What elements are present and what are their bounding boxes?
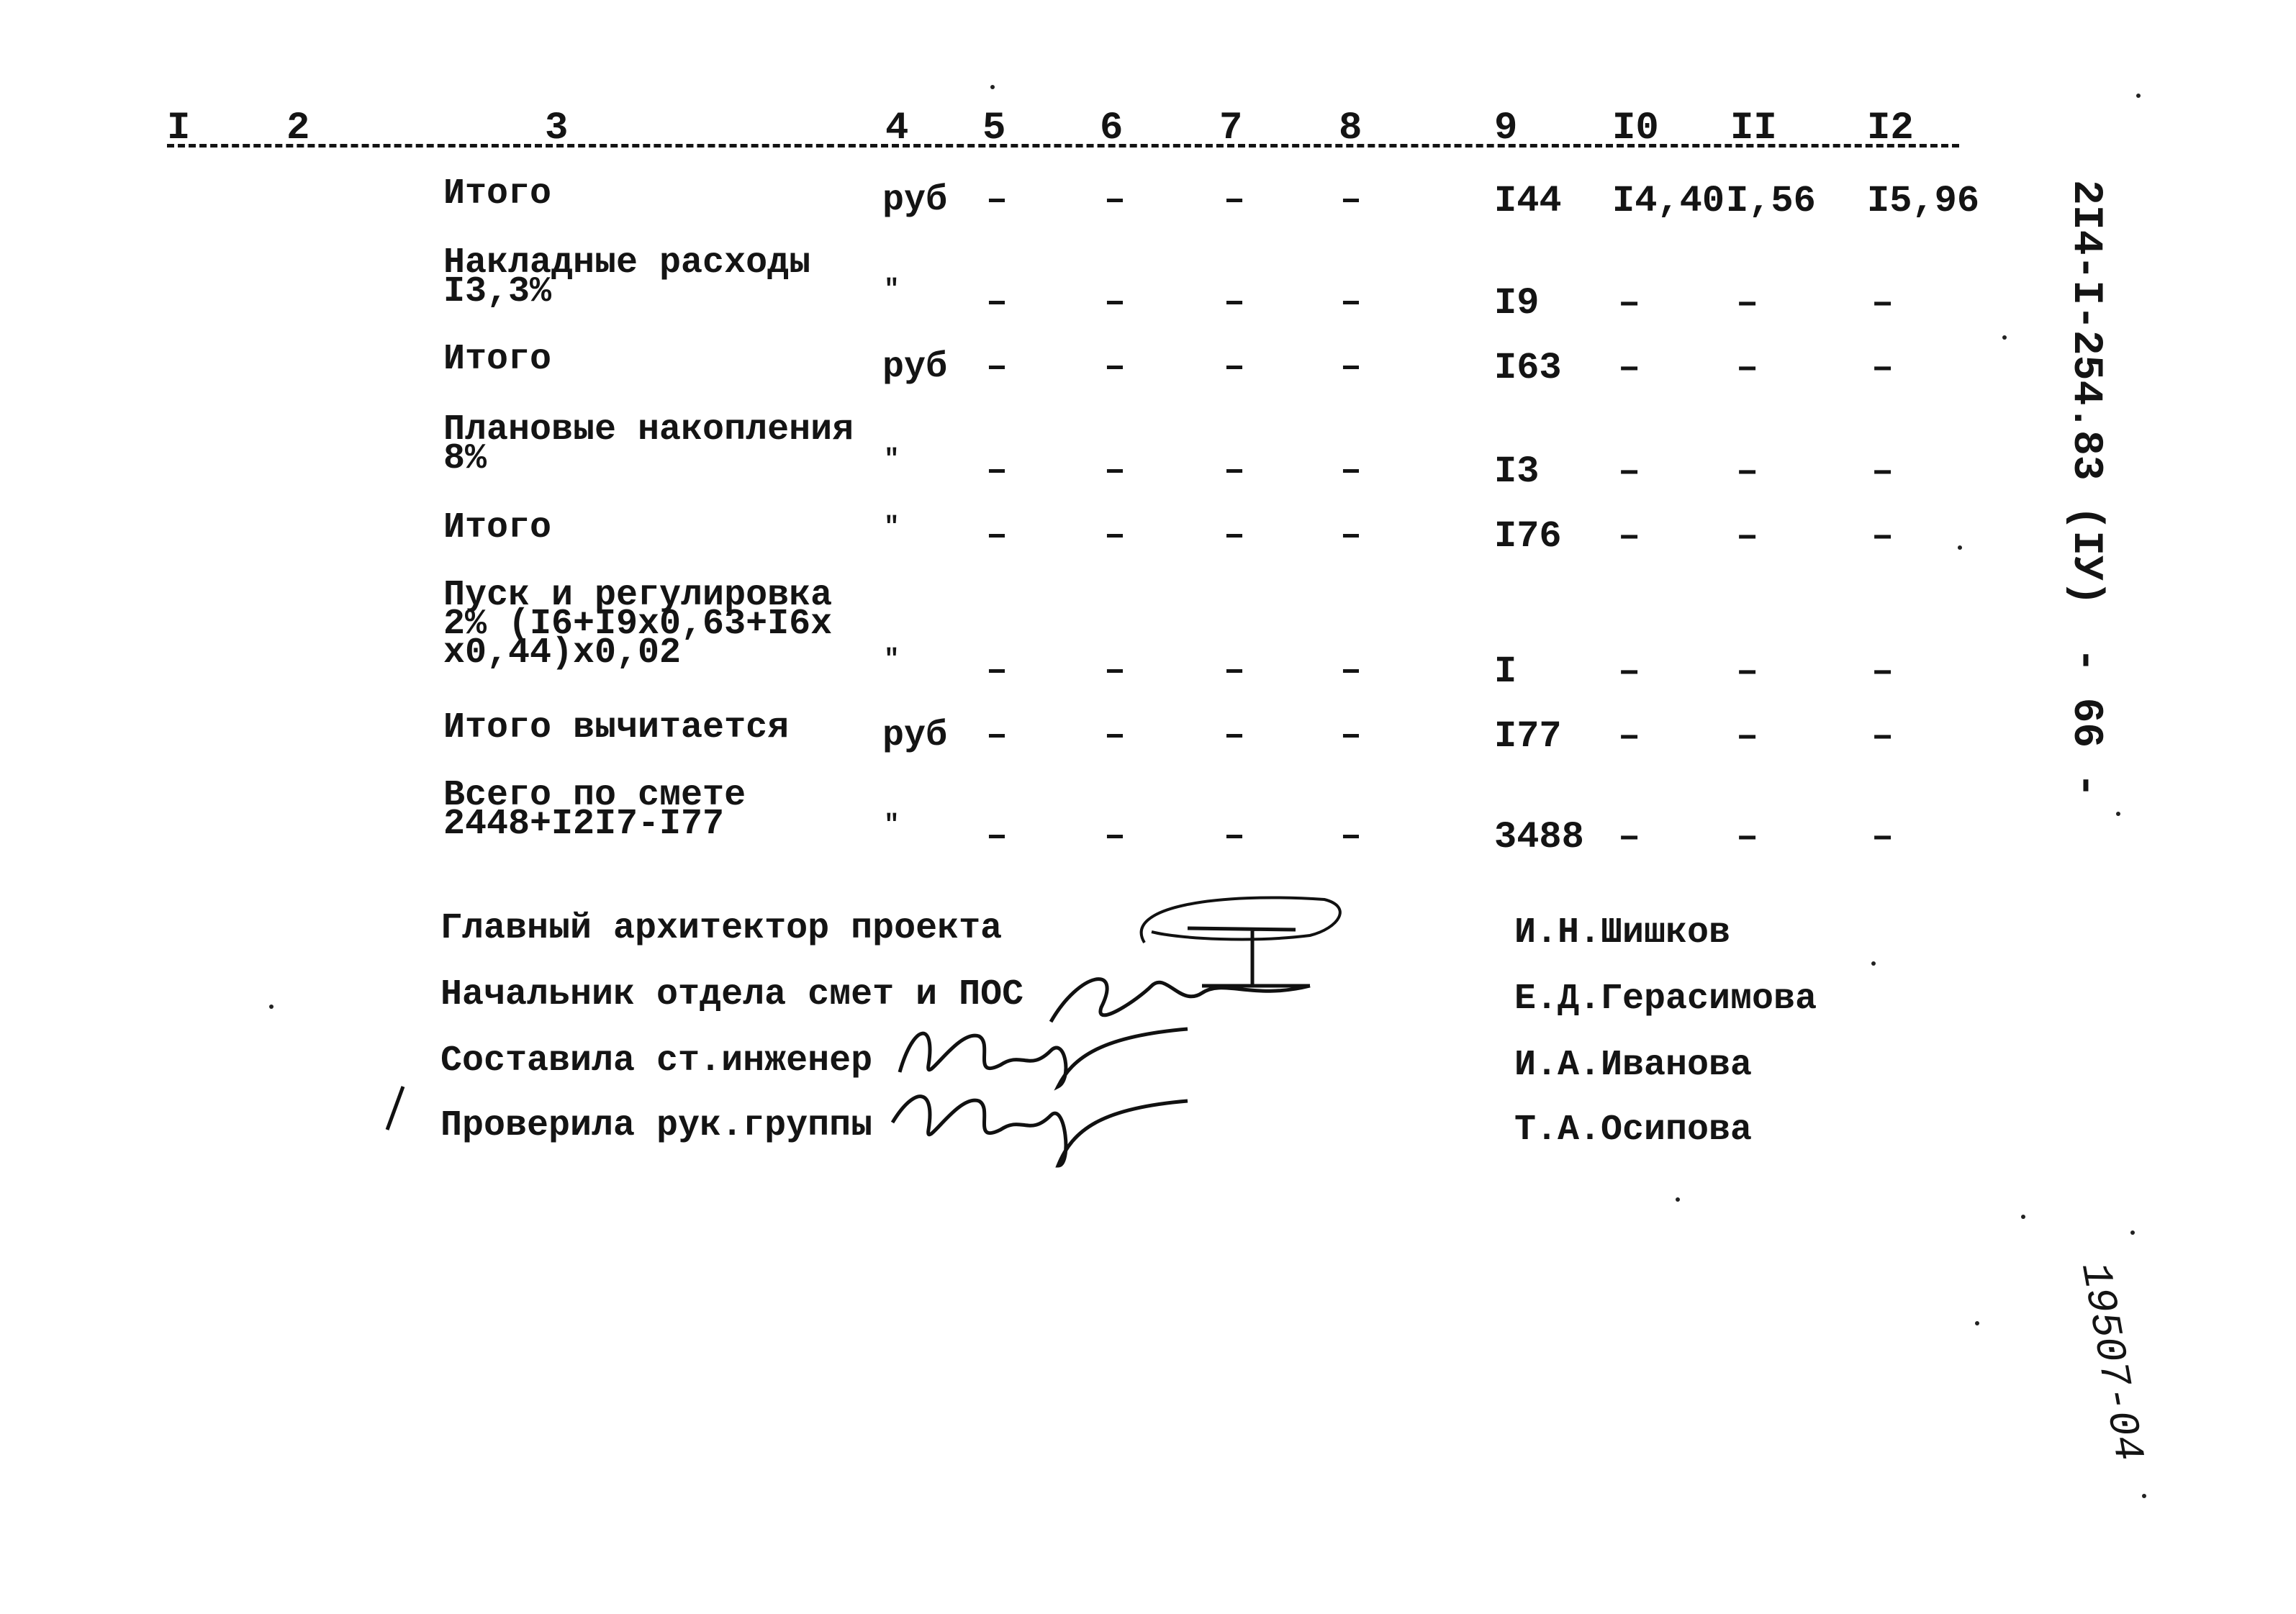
row-c12: – — [1871, 715, 1894, 758]
row-c12: – — [1871, 816, 1894, 858]
row-c8: – — [1340, 816, 1362, 857]
scan-speck — [2130, 1230, 2135, 1235]
row-c8: – — [1340, 180, 1362, 221]
row-label — [443, 507, 552, 548]
row-unit: " — [884, 445, 900, 474]
signature-name: И.Н.Шишков — [1514, 912, 1731, 953]
row-c10: – — [1618, 715, 1641, 758]
signature-name: Т.А.Осипова — [1514, 1110, 1753, 1151]
row-unit: руб — [882, 180, 948, 221]
col-header-8: 8 — [1339, 106, 1362, 150]
row-c8: – — [1340, 282, 1362, 323]
row-c12: – — [1871, 282, 1894, 325]
row-label — [443, 409, 854, 479]
row-c8: – — [1340, 650, 1362, 692]
row-c7: – — [1224, 282, 1246, 323]
row-label-line: Всего по смете — [443, 775, 746, 816]
archive-number: 19507-04 — [2069, 1259, 2151, 1465]
row-c11: – — [1736, 282, 1759, 325]
col-header-2: 2 — [286, 106, 310, 150]
row-c12: – — [1871, 347, 1894, 389]
row-c7: – — [1224, 347, 1246, 388]
signature-role: Главный архитектор проекта — [440, 908, 1003, 949]
row-unit: " — [884, 645, 900, 674]
row-c12: – — [1871, 450, 1894, 493]
scan-speck — [2002, 335, 2007, 340]
row-c9: I76 — [1494, 515, 1562, 558]
row-c8: – — [1340, 347, 1362, 388]
row-label-line: Итого — [443, 339, 552, 380]
row-label — [443, 775, 746, 845]
row-label-line: 8% — [443, 438, 487, 479]
row-c8: – — [1340, 450, 1362, 491]
signature-name: Е.Д.Герасимова — [1514, 979, 1817, 1020]
row-c9: I — [1494, 650, 1517, 693]
col-header-5: 5 — [982, 106, 1006, 150]
row-label-line: Итого вычитается — [443, 707, 790, 748]
row-c8: – — [1340, 515, 1362, 556]
row-c6: – — [1104, 450, 1126, 491]
row-c7: – — [1224, 515, 1246, 556]
row-c7: – — [1224, 180, 1246, 221]
row-c11: – — [1736, 650, 1759, 693]
page-number: - 66 - — [2062, 648, 2109, 798]
row-c11: I,56 — [1726, 180, 1816, 222]
col-header-3: 3 — [545, 106, 569, 150]
row-c10: – — [1618, 347, 1641, 389]
row-unit: руб — [882, 347, 948, 388]
row-c5: – — [986, 347, 1008, 388]
margin-stroke — [381, 1079, 410, 1137]
row-c12: – — [1871, 515, 1894, 558]
signature-name: И.А.Иванова — [1514, 1045, 1753, 1086]
row-unit: " — [884, 810, 900, 840]
row-label-line: 2448+I2I7-I77 — [443, 804, 725, 845]
scan-speck — [990, 85, 995, 89]
document-code: 2I4-I-254.83 (IУ) — [2062, 180, 2109, 606]
row-c6: – — [1104, 816, 1126, 857]
col-header-6: 6 — [1100, 106, 1124, 150]
row-label — [443, 707, 790, 748]
scan-speck — [2136, 94, 2141, 98]
row-label — [443, 339, 552, 380]
row-c10: I4,40 — [1612, 180, 1725, 222]
scan-speck — [1975, 1321, 1979, 1325]
col-header-4: 4 — [885, 106, 909, 150]
row-unit: руб — [882, 715, 948, 756]
row-c10: – — [1618, 650, 1641, 693]
col-header-12: I2 — [1867, 106, 1914, 150]
row-unit: " — [884, 512, 900, 542]
row-c9: I77 — [1494, 715, 1562, 758]
row-c6: – — [1104, 515, 1126, 556]
row-c9: 3488 — [1494, 816, 1584, 858]
row-c11: – — [1736, 515, 1759, 558]
scan-speck — [1676, 1197, 1680, 1202]
row-c7: – — [1224, 816, 1246, 857]
scan-speck — [1871, 961, 1876, 966]
scan-speck — [1958, 545, 1962, 550]
row-c6: – — [1104, 650, 1126, 692]
row-c6: – — [1104, 180, 1126, 221]
signature-role: Проверила рук.группы — [440, 1105, 873, 1146]
scan-speck — [269, 1005, 274, 1009]
row-c5: – — [986, 515, 1008, 556]
row-c8: – — [1340, 715, 1362, 756]
row-label-line: Итого — [443, 173, 552, 214]
row-c9: I9 — [1494, 282, 1540, 325]
scan-speck — [2142, 1494, 2146, 1498]
row-c6: – — [1104, 715, 1126, 756]
scan-speck — [2116, 812, 2120, 816]
row-c10: – — [1618, 515, 1641, 558]
row-unit: " — [884, 275, 900, 304]
row-c9: I63 — [1494, 347, 1562, 389]
row-label-line: Накладные расходы — [443, 242, 811, 284]
row-label — [443, 575, 833, 674]
row-label-line: Пуск и регулировка — [443, 575, 833, 616]
signature-role: Начальник отдела смет и ПОС — [440, 974, 1024, 1015]
row-c5: – — [986, 650, 1008, 692]
row-c11: – — [1736, 450, 1759, 493]
row-c5: – — [986, 715, 1008, 756]
row-c11: – — [1736, 816, 1759, 858]
signature-scribble — [885, 1072, 1202, 1173]
row-c7: – — [1224, 650, 1246, 692]
row-label-line: I3,3% — [443, 271, 552, 312]
row-c6: – — [1104, 282, 1126, 323]
row-c5: – — [986, 282, 1008, 323]
row-c7: – — [1224, 450, 1246, 491]
row-c9: I3 — [1494, 450, 1540, 493]
row-c11: – — [1736, 715, 1759, 758]
row-label-line: Плановые накопления — [443, 409, 854, 450]
row-label-line: Итого — [443, 507, 552, 548]
row-label — [443, 173, 552, 214]
header-rule — [167, 144, 1959, 148]
row-c5: – — [986, 450, 1008, 491]
col-header-9: 9 — [1494, 106, 1518, 150]
row-c12: I5,96 — [1867, 180, 1980, 222]
signature-role: Составила ст.инженер — [440, 1041, 873, 1082]
row-label-line: x0,44)x0,02 — [443, 633, 682, 674]
row-c12: – — [1871, 650, 1894, 693]
col-header-10: I0 — [1612, 106, 1659, 150]
row-c7: – — [1224, 715, 1246, 756]
row-c5: – — [986, 816, 1008, 857]
col-header-7: 7 — [1219, 106, 1243, 150]
row-c5: – — [986, 180, 1008, 221]
row-label-line: 2% (I6+I9x0,63+I6x — [443, 604, 833, 645]
row-c10: – — [1618, 282, 1641, 325]
col-header-1: I — [167, 106, 191, 150]
col-header-11: II — [1730, 106, 1777, 150]
row-c9: I44 — [1494, 180, 1562, 222]
row-label — [443, 242, 811, 312]
row-c6: – — [1104, 347, 1126, 388]
row-c10: – — [1618, 816, 1641, 858]
row-c10: – — [1618, 450, 1641, 493]
scan-speck — [2021, 1215, 2025, 1219]
row-c11: – — [1736, 347, 1759, 389]
